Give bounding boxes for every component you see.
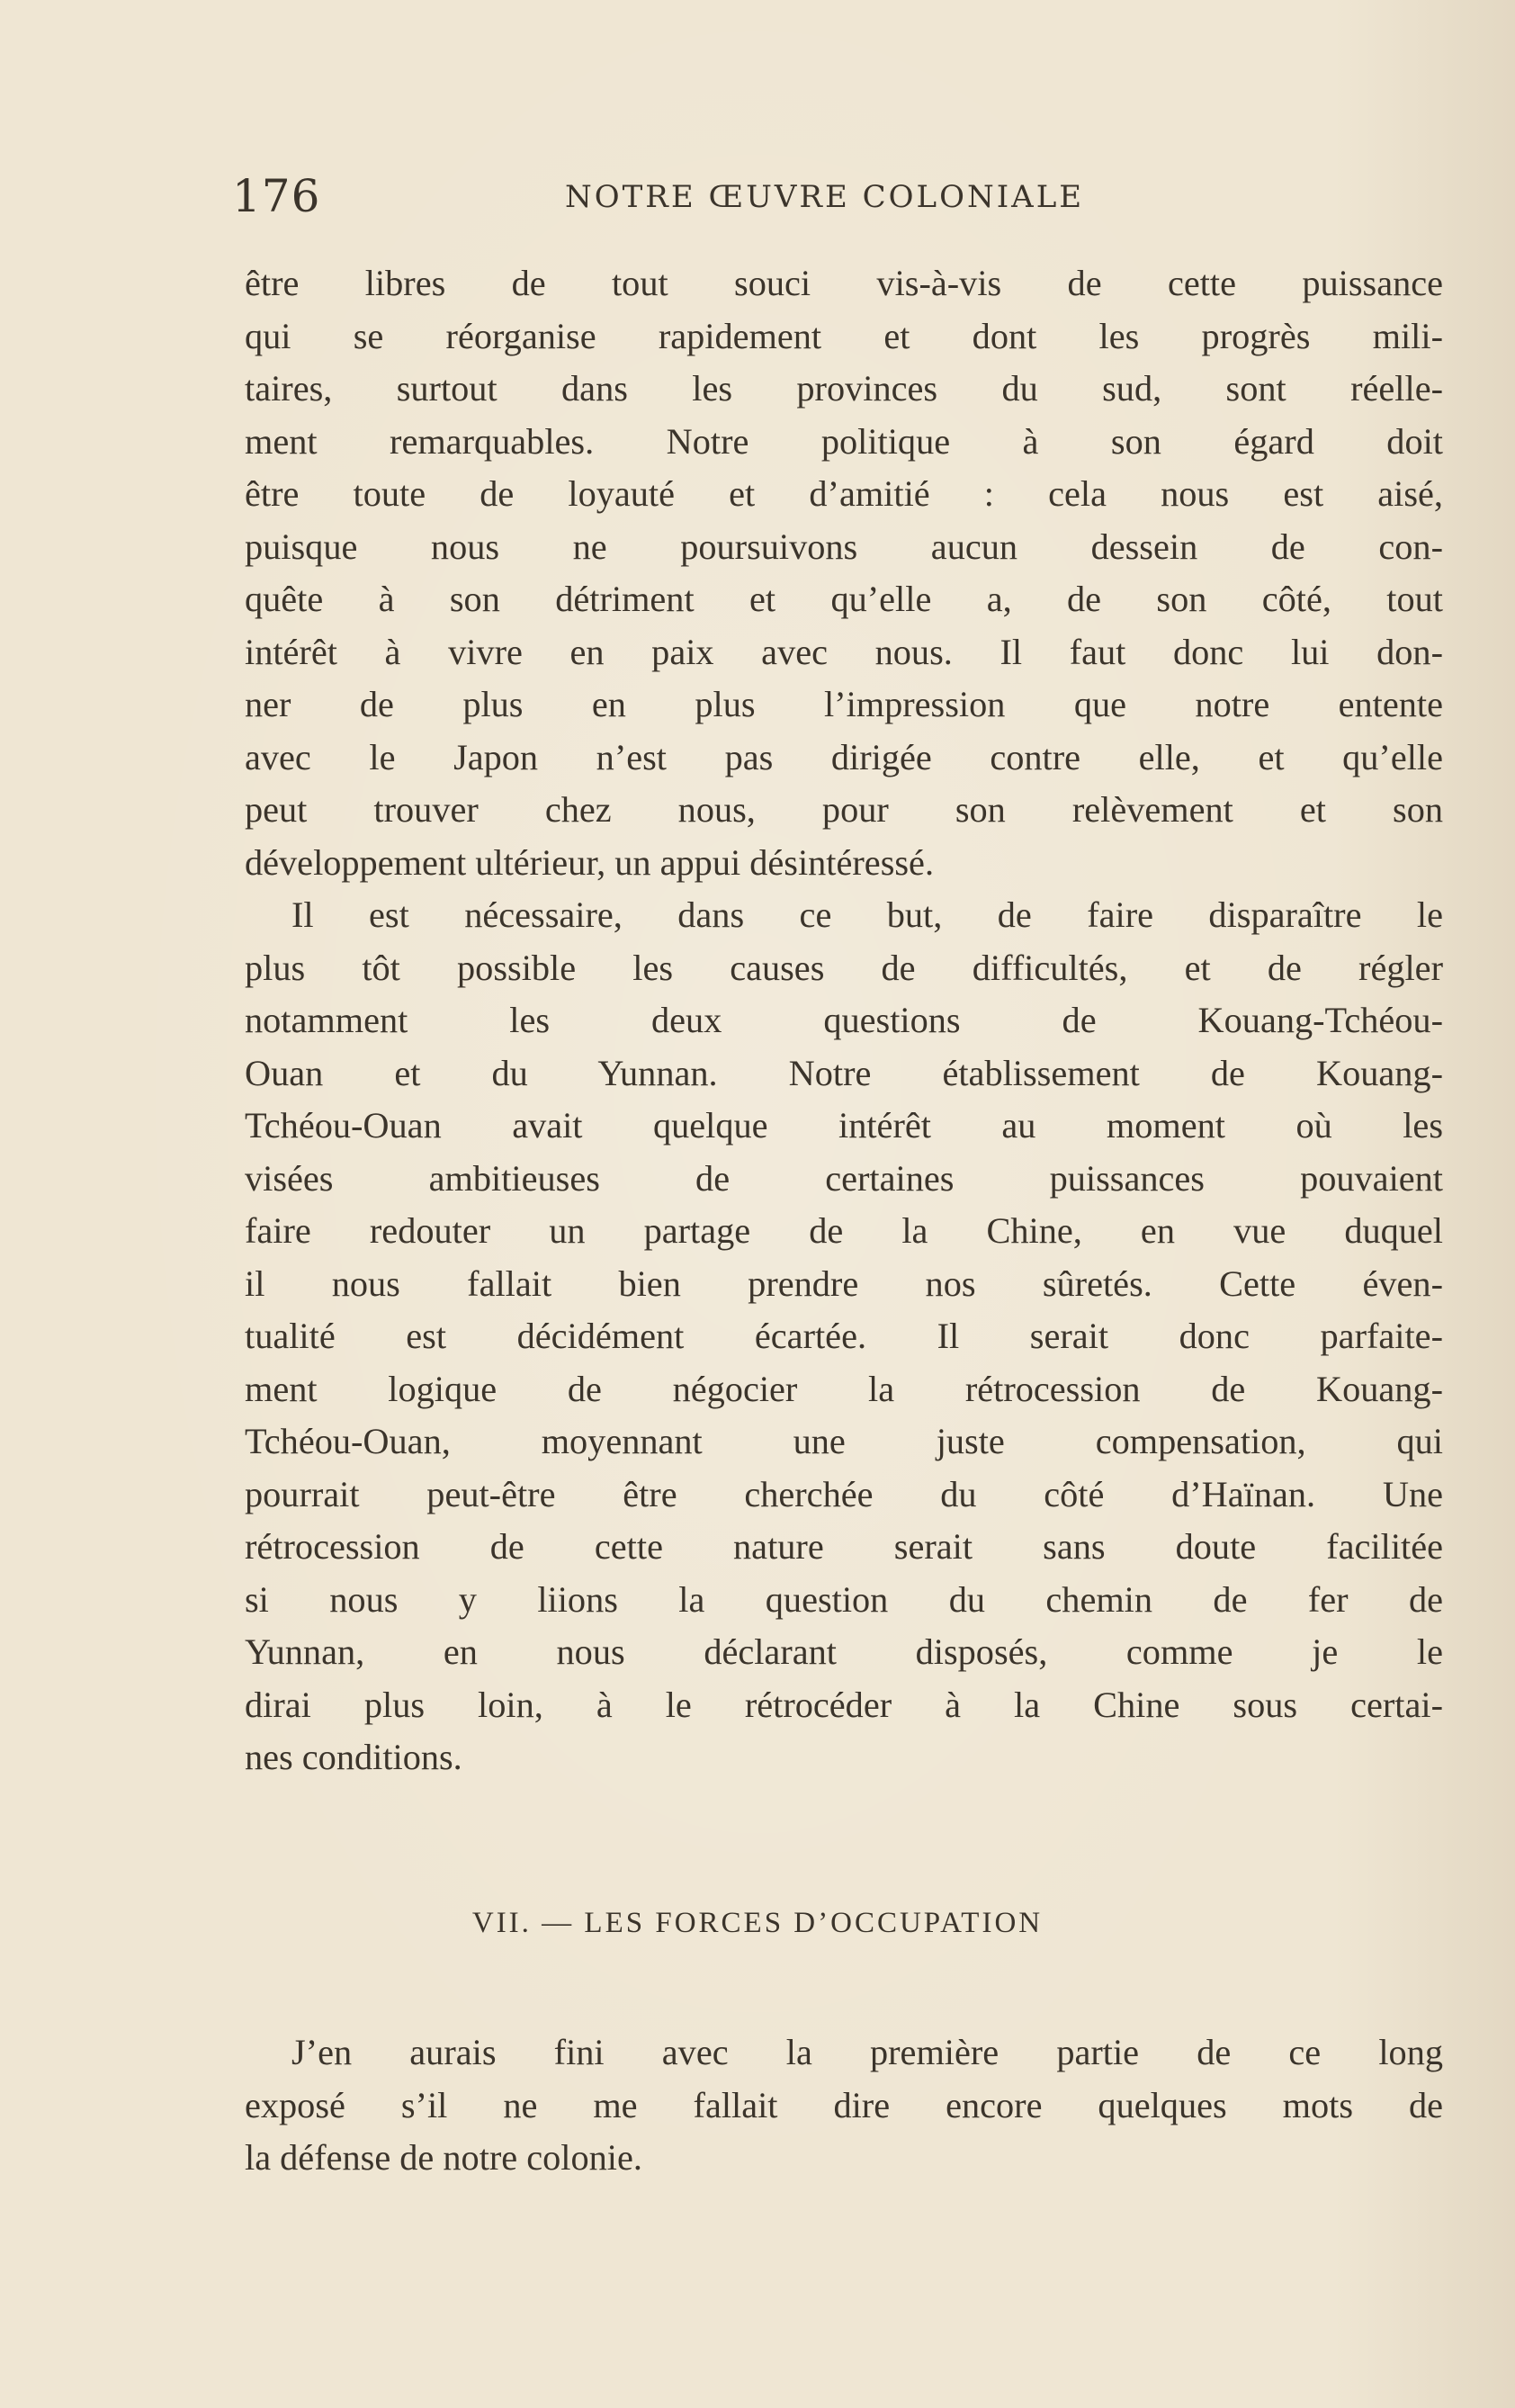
text-line: développement ultérieur, un appui désintéressé. — [245, 841, 935, 883]
text-line: faire redouter un partage de la Chine, en vue duquel — [245, 1210, 1443, 1251]
text-line: intérêt à vivre en paix avec nous. Il faut donc lui don- — [245, 631, 1443, 672]
text-line: Ouan et du Yunnan. Notre établissement de Kouang- — [245, 1052, 1443, 1093]
text-line: ner de plus en plus l’impression que notre entente — [245, 684, 1443, 724]
text-line: tualité est décidément écartée. Il serait donc parfaite- — [245, 1316, 1443, 1356]
text-line: Il est nécessaire, dans ce but, de faire disparaître le — [291, 894, 1443, 935]
text-line: visées ambitieuses de certaines puissances pouvaient — [245, 1157, 1443, 1199]
text-line: si nous y liions la question du chemin de fer de — [245, 1578, 1443, 1620]
text-line: ment remarquables. Notre politique à son égard doit — [245, 420, 1443, 462]
text-line: quête à son détriment et qu’elle a, de son côté, tout — [245, 579, 1443, 619]
text-line: plus tôt possible les causes de difficultés, et de régler — [245, 947, 1443, 988]
section-heading: VII. — LES FORCES D’OCCUPATION — [471, 1907, 1044, 1939]
text-line: rétrocession de cette nature serait sans doute facilitée — [245, 1526, 1443, 1567]
body-paragraphs — [245, 257, 1443, 1784]
text-line: qui se réorganise rapidement et dont les progrès mili- — [245, 315, 1443, 356]
text-line: peut trouver chez nous, pour son relèvement et son — [245, 789, 1443, 830]
text-line: il nous fallait bien prendre nos sûretés. Cette éven- — [245, 1262, 1443, 1304]
text-line: ment logique de négocier la rétrocession de Kouang- — [245, 1368, 1443, 1409]
text-line: nes conditions. — [245, 1737, 462, 1777]
text-line: J’en aurais fini avec la première partie de ce long — [291, 2032, 1443, 2072]
text-line: la défense de notre colonie. — [245, 2137, 642, 2178]
text-line: être libres de tout souci vis-à-vis de cette puissance — [245, 263, 1443, 303]
text-line: dirai plus loin, à le rétrocéder à la Chine sous certai- — [245, 1684, 1443, 1725]
closing-paragraph — [245, 2026, 1443, 2185]
text-line: pourrait peut-être être cherchée du côté d’Haïnan. Une — [245, 1473, 1443, 1514]
text-line: Tchéou-Ouan avait quelque intérêt au moment où les — [245, 1105, 1443, 1146]
text-line: Yunnan, en nous déclarant disposés, comme je le — [245, 1631, 1443, 1672]
text-line: notamment les deux questions de Kouang-Tchéou- — [245, 1000, 1443, 1040]
text-line: puisque nous ne poursuivons aucun dessein de con- — [245, 526, 1443, 567]
running-title: NOTRE ŒUVRE COLONIALE — [565, 179, 1085, 215]
text-line: taires, surtout dans les provinces du sud, sont réelle- — [245, 368, 1443, 409]
running-head — [232, 169, 1285, 223]
text-line: Tchéou-Ouan, moyennant une juste compensation, qui — [245, 1421, 1443, 1461]
text-line: être toute de loyauté et d’amitié : cela nous est aisé, — [245, 473, 1443, 514]
text-line: avec le Japon n’est pas dirigée contre elle, et qu’elle — [245, 736, 1443, 777]
page-number: 176 — [232, 170, 321, 222]
text-line: exposé s’il ne me fallait dire encore quelques mots de — [245, 2084, 1443, 2125]
